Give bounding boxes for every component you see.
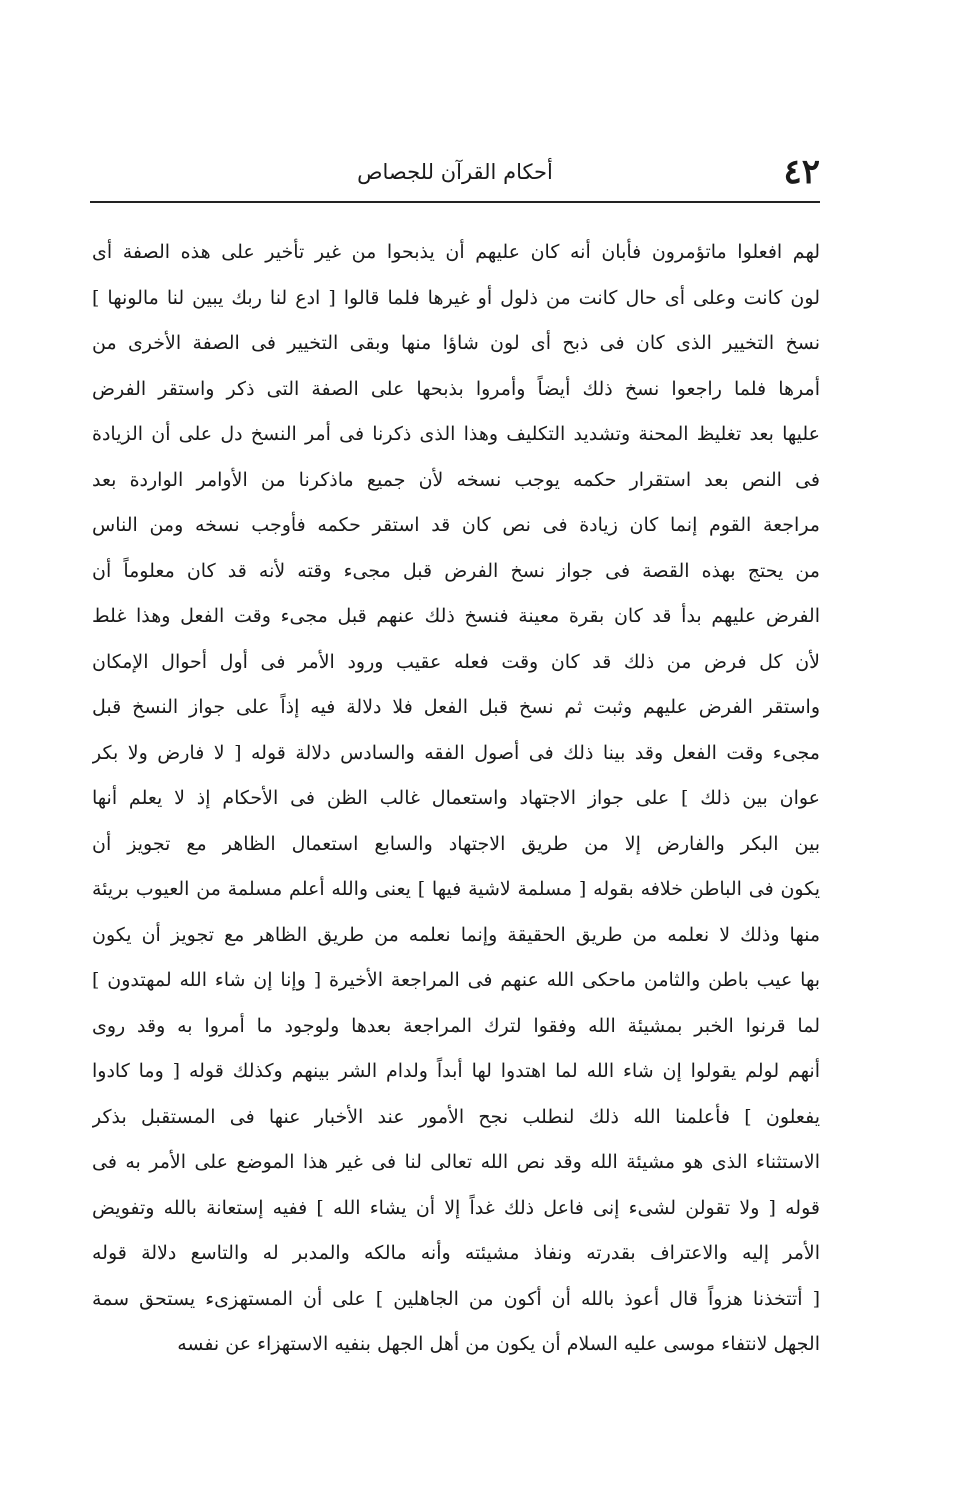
text-line: أمرها فلما راجعوا نسخ ذلك أيضاً وأمروا بذبحها على الصفة التى ذكر واستقر الفرض [92, 377, 820, 400]
text-line: بها عيب باطن والثامن ماحكى الله عنهم فى المراجعة الأخيرة [ وإنا إن شاء الله لمهتدون ] [92, 969, 820, 991]
text-line: لما قرنوا الخبر بمشيئة الله وفقوا لترك المراجعة بعدها ولوجود ما أمروا به وقد روى [92, 1014, 820, 1037]
text-line: لون كانت وعلى أى حال كانت من ذلول أو غيرها فلما قالوا [ ادع لنا ربك يبين لنا مالونها ] [92, 286, 820, 309]
text-line: الأمر إليه والاعتراف بقدرته ونفاذ مشيئته وأنه مالكه والمدبر له والتاسع دلالة قوله [92, 1242, 820, 1264]
text-line: عوان بين ذلك ] على جواز الاجتهاد واستعمال غالب الظن فى الأحكام إذ لا يعلم أنها [92, 787, 820, 809]
text-line: الجهل لانتفاء موسى عليه السلام أن يكون من أهل الجهل بنفيه الاستهزاء عن نفسه [177, 1333, 820, 1355]
header-rule [90, 201, 820, 203]
text-line: لهم افعلوا ماتؤمرون فأبان أنه كان عليهم أن يذبحوا من غير تأخير على هذه الصفة أى [92, 241, 820, 263]
text-line: يفعلون ] فأعلمنا الله ذلك لنطلب نجح الأمور عند الأخبار عنها فى المستقبل بذكر [92, 1105, 820, 1128]
text-line: الاستثناء الذى هو مشيئة الله وقد نص الله تعالى لنا فى غير هذا الموضع على الأمر به فى [92, 1151, 820, 1173]
text-line: الفرض عليهم بدأ قد كان بقرة معينة فنسخ ذلك عنهم قبل مجىء وقت الفعل وهذا غلط [92, 605, 820, 627]
text-line: [ أتتخذنا هزواً قال أعوذ بالله أن أكون من الجاهلين ] على أن المستهزىء يستحق سمة [92, 1287, 820, 1310]
text-line: مراجعة القوم إنما كان زيادة فى نص كان قد استقر حكمه فأوجب نسخه ومن الناس [92, 514, 820, 536]
text-line: أنهم لولم يقولوا إن شاء الله لما اهتدوا لها أبداً ولدام الشر بينهم وكذلك قوله [ وما كادوا [92, 1060, 820, 1082]
text-line: لأن كل فرض من ذلك قد كان وقت فعله عقيب ورود الأمر فى أول أحوال الإمكان [92, 650, 820, 673]
text-line: واستقر الفرض عليهم وثبت ثم نسخ قبل الفعل فلا دلالة فيه إذاً على جواز النسخ قبل [92, 696, 820, 718]
running-title: أحكام القرآن للجصاص [357, 160, 553, 184]
text-line: من يحتج بهذه القصة فى جواز نسخ الفرض قبل مجىء وقته لأنه قد كان معلوماً أن [92, 559, 820, 582]
text-line: فى النص بعد استقرار حكمه يوجب نسخه لأن جميع ماذكرنا من الأوامر الواردة بعد [92, 468, 820, 491]
text-line: منها وذلك لا نعلمه من طريق الحقيقة وإنما نعلمه من طريق الظاهر مع تجويز أن يكون [92, 923, 820, 946]
body-text [92, 230, 820, 1368]
text-line: عليها بعد تغليظ المحنة وتشديد التكليف وهذا الذى ذكرنا فى أمر النسخ دل على أن الزيادة [92, 423, 820, 445]
text-line: مجىء وقت الفعل وقد بينا ذلك فى أصول الفقه والسادس دلالة قوله [ لا فارض ولا بكر [92, 741, 820, 764]
text-line: قوله [ ولا تقولن لشىء إنى فاعل ذلك غداً إلا أن يشاء الله ] ففيه إستعانة بالله وتفويض [92, 1196, 820, 1219]
page-number: ٤٢ [783, 152, 820, 192]
text-line: بين البكر والفارض إلا من طريق الاجتهاد والسابع استعمال الظاهر مع تجويز أن [92, 832, 820, 855]
text-line: يكون فى الباطن خلافه بقوله [ مسلمة لاشية فيها ] يعنى والله أعلم مسلمة من العيوب بريئة [92, 878, 820, 900]
page-header [90, 150, 820, 194]
text-line: نسخ التخيير الذى كان فى ذبح أى لون شاؤا منها وبقى التخيير فى الصفة الأخرى من [92, 332, 820, 354]
